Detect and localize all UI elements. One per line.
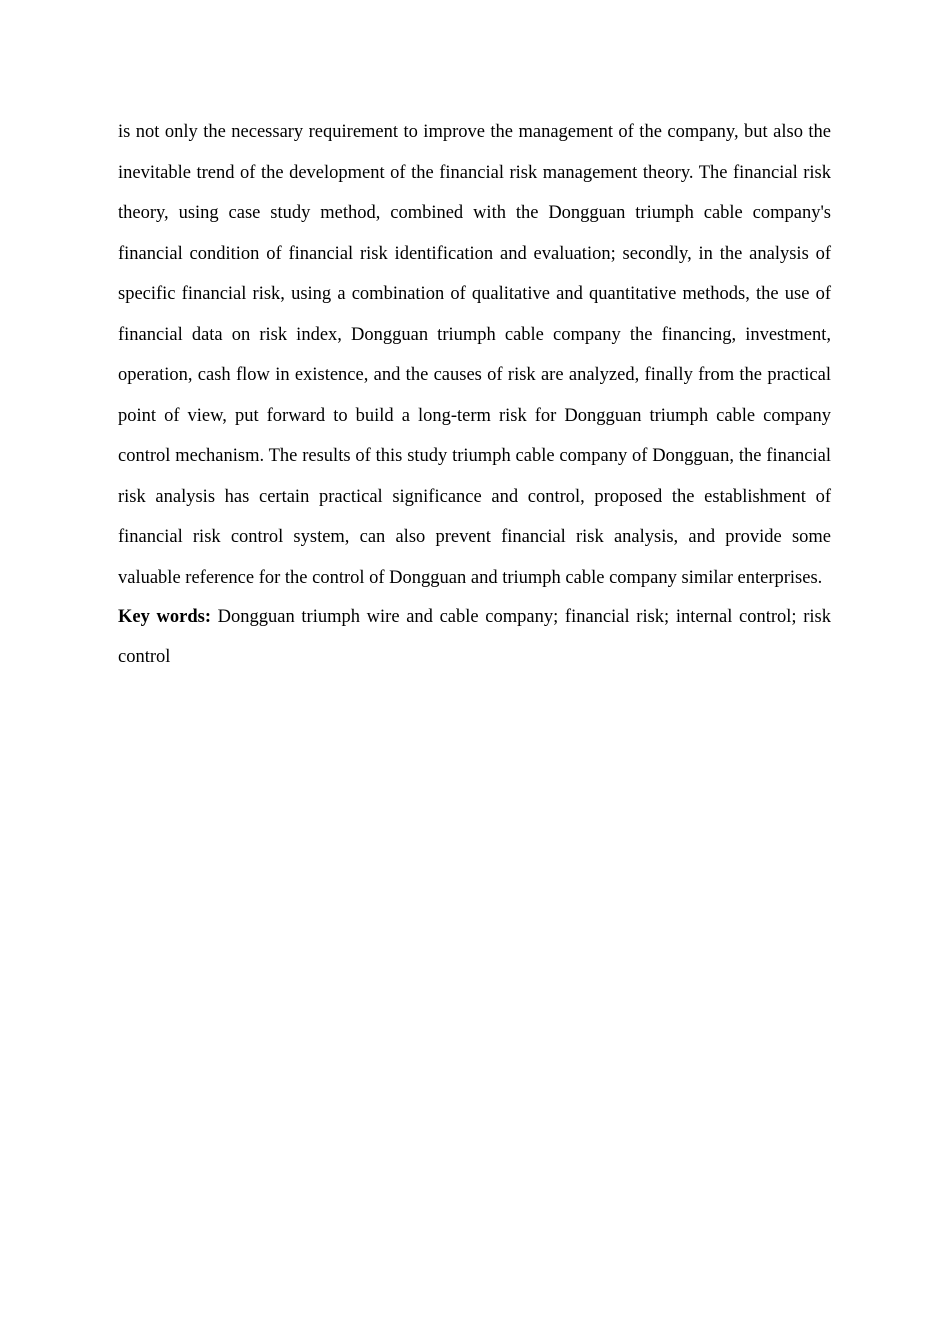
document-body xyxy=(118,112,831,677)
keywords-label: Key words: xyxy=(118,607,211,627)
keywords-text: Dongguan triumph wire and cable company; financial risk; internal control; risk control xyxy=(118,607,831,667)
abstract-paragraph: is not only the necessary requirement to improve the management of the company, but also the inevitable trend of the development of the financial risk management theory. The financial risk theory, using case study method, combined with the Dongguan triumph cable company's financial condition of financial risk identification and evaluation; secondly, in the analysis of specific financial risk, using a combination of qualitative and quantitative methods, the use of financial data on risk index, Dongguan triumph cable company the financing, investment, operation, cash flow in existence, and the causes of risk are analyzed, finally from the practical point of view, put forward to build a long-term risk for Dongguan triumph cable company control mechanism. The results of this study triumph cable company of Dongguan, the financial risk analysis has certain practical significance and control, proposed the establishment of financial risk control system, can also prevent financial risk analysis, and provide some valuable reference for the control of Dongguan and triumph cable company similar enterprises. xyxy=(118,122,831,588)
keywords-paragraph xyxy=(118,597,831,677)
